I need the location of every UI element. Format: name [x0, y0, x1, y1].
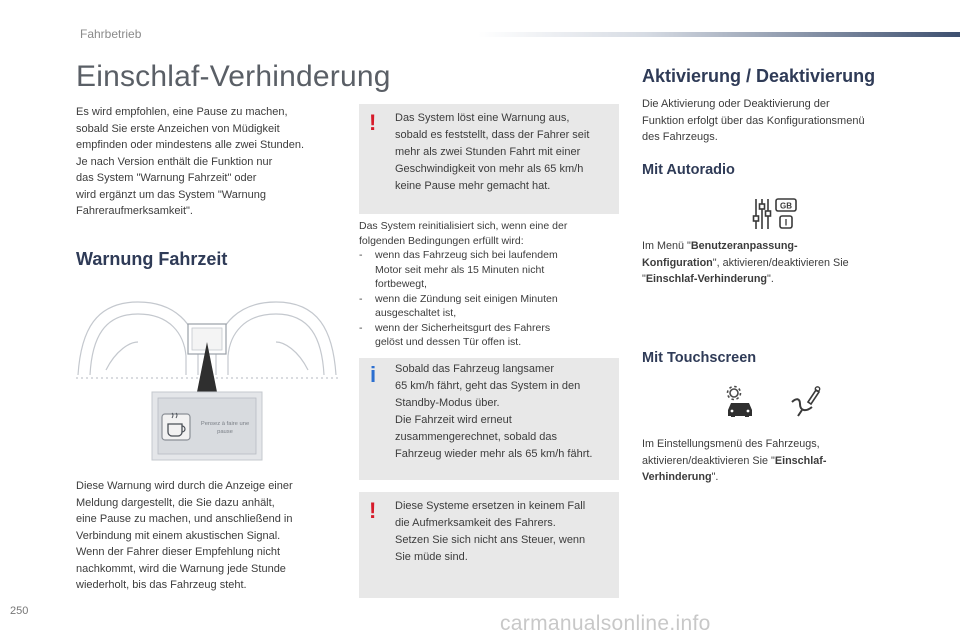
touchscreen-paragraph: [642, 436, 922, 486]
box1-line: Das System löst eine Warnung aus,: [395, 112, 570, 124]
touchscreen-line: [642, 453, 922, 470]
section-label: Fahrbetrieb: [80, 27, 142, 41]
function-name: Verhinderung: [642, 471, 712, 483]
intro-line: sobald Sie erste Anzeichen von Müdigkeit: [76, 122, 280, 135]
autoradio-line: [642, 238, 922, 255]
watermark: carmanualsonline.info: [500, 612, 711, 635]
warnung-line: nachkommt, wird die Warnung jede Stunde: [76, 562, 286, 575]
box2-line: Sobald das Fahrzeug langsamer: [395, 363, 554, 375]
warnung-line: Diese Warnung wird durch die Anzeige einer: [76, 480, 293, 492]
reinit-condition: [359, 292, 621, 321]
intro-line: Je nach Version enthält die Funktion nur: [76, 155, 273, 168]
box3-text: [395, 498, 617, 566]
box1-line: Geschwindigkeit von mehr als 65 km/h: [395, 163, 584, 175]
intro-paragraph: [76, 104, 346, 220]
intro-line: Es wird empfohlen, eine Pause zu machen,: [76, 106, 288, 118]
aktivierung-line: Funktion erfolgt über das Konfigurationsmenü: [642, 114, 865, 127]
warnung-line: Verbindung mit einem akustischen Signal.: [76, 529, 281, 542]
warnung-line: eine Pause zu machen, und anschließend in: [76, 513, 293, 525]
aktivierung-heading: Aktivierung / Deaktivierung: [642, 66, 876, 86]
warnung-line: Wenn der Fahrer dieser Empfehlung nicht: [76, 546, 281, 558]
touchscreen-line: [642, 469, 922, 486]
autoradio-line: [642, 271, 922, 288]
menu-name: Konfiguration: [642, 256, 713, 269]
aktivierung-paragraph: [642, 96, 922, 146]
box2-line: zusammengerechnet, sobald das: [395, 431, 558, 443]
box2-line: 65 km/h fährt, geht das System in den: [395, 380, 581, 392]
box2-line: Fahrzeug wieder mehr als 65 km/h fährt.: [395, 448, 593, 460]
warnung-line: Meldung dargestellt, die Sie dazu anhält,: [76, 496, 275, 509]
warning-icon: !: [369, 498, 377, 523]
intro-line: empfinden oder mindestens alle zwei Stunden.: [76, 139, 305, 151]
condition-line: gelöst und dessen Tür offen ist.: [375, 336, 522, 348]
header-bar: [478, 32, 960, 37]
bullet-dash: -: [359, 249, 363, 261]
aktivierung-line: des Fahrzeugs.: [642, 131, 718, 143]
text-run: ", aktivieren/deaktivieren Sie: [712, 256, 849, 269]
box1-text: [395, 110, 617, 195]
text-run: aktivieren/deaktivieren Sie ": [642, 454, 775, 467]
touchscreen-heading: Mit Touchscreen: [642, 350, 757, 366]
intro-line: Fahreraufmerksamkeit".: [76, 205, 193, 217]
warning-box-fahrzeit: [359, 104, 619, 214]
language-i-label: I: [784, 217, 788, 228]
info-icon: i: [370, 362, 377, 387]
cluster-message-line1: Pensez à faire une: [200, 421, 250, 427]
text-run: ": [642, 273, 646, 285]
warnung-line: wiederholt, bis das Fahrzeug steht.: [76, 579, 247, 591]
text-run: Im Menü ": [642, 240, 691, 252]
box1-line: keine Pause mehr gemacht hat.: [395, 180, 551, 192]
condition-line: wenn der Sicherheitsgurt des Fahrers: [375, 321, 551, 334]
warning-box-attention: [359, 492, 619, 598]
cluster-drawing: [76, 290, 338, 462]
box3-line: Diese Systeme ersetzen in keinem Fall: [395, 500, 586, 512]
function-name: Einschlaf-Verhinderung: [645, 273, 768, 285]
box2-text: [395, 361, 617, 463]
warnung-heading: Warnung Fahrzeit: [76, 249, 228, 269]
box3-line: Setzen Sie sich nicht ans Steuer, wenn: [395, 534, 586, 546]
reinit-intro: folgenden Bedingungen erfüllt wird:: [359, 234, 524, 247]
reinit-condition: [359, 321, 621, 350]
aktivierung-line: Die Aktivierung oder Deaktivierung der: [642, 98, 830, 110]
intro-line: wird ergänzt um das System "Warnung: [76, 188, 266, 201]
page-number: 250: [10, 605, 29, 617]
reinit-paragraph: [359, 219, 621, 350]
language-gb-label: GB: [780, 201, 792, 211]
condition-line: Motor seit mehr als 15 Minuten nicht: [375, 263, 545, 276]
condition-line: ausgeschaltet ist,: [375, 307, 457, 319]
menu-name: Benutzeranpassung-: [690, 240, 798, 252]
cluster-illustration: [76, 290, 338, 462]
reinit-intro: Das System reinitialisiert sich, wenn eine der: [359, 220, 568, 232]
warning-icon: !: [369, 110, 377, 135]
condition-line: wenn die Zündung seit einigen Minuten: [375, 292, 558, 305]
box3-line: Sie müde sind.: [395, 551, 468, 563]
box2-line: Standby-Modus über.: [395, 397, 500, 409]
reinit-condition: [359, 248, 621, 292]
steering-wheel-settings-icon: [788, 384, 822, 420]
box3-line: die Aufmerksamkeit des Fahrers.: [395, 517, 556, 529]
autoradio-heading: Mit Autoradio: [642, 162, 735, 178]
intro-line: das System "Warnung Fahrzeit" oder: [76, 172, 257, 184]
box1-line: mehr als zwei Stunden Fahrt mit einer: [395, 146, 581, 158]
autoradio-line: [642, 255, 922, 272]
condition-line: fortbewegt,: [375, 278, 427, 290]
cluster-message-line2: pause: [217, 429, 233, 435]
bullet-dash: -: [359, 321, 363, 334]
info-box-standby: [359, 358, 619, 480]
settings-sliders-icon: [752, 196, 800, 232]
condition-line: wenn das Fahrzeug sich bei laufendem: [375, 249, 558, 261]
text-run: ".: [767, 273, 774, 285]
car-settings-icon: [722, 384, 758, 420]
function-name: Einschlaf-: [774, 454, 827, 467]
page-title: Einschlaf-Verhinderung: [76, 60, 391, 93]
text-run: ".: [711, 471, 719, 483]
bullet-dash: -: [359, 292, 363, 305]
warnung-paragraph: [76, 478, 346, 594]
box2-line: Die Fahrzeit wird erneut: [395, 414, 512, 426]
autoradio-paragraph: [642, 238, 922, 288]
box1-line: sobald es feststellt, dass der Fahrer seit: [395, 129, 590, 141]
touchscreen-line: Im Einstellungsmenü des Fahrzeugs,: [642, 438, 820, 450]
